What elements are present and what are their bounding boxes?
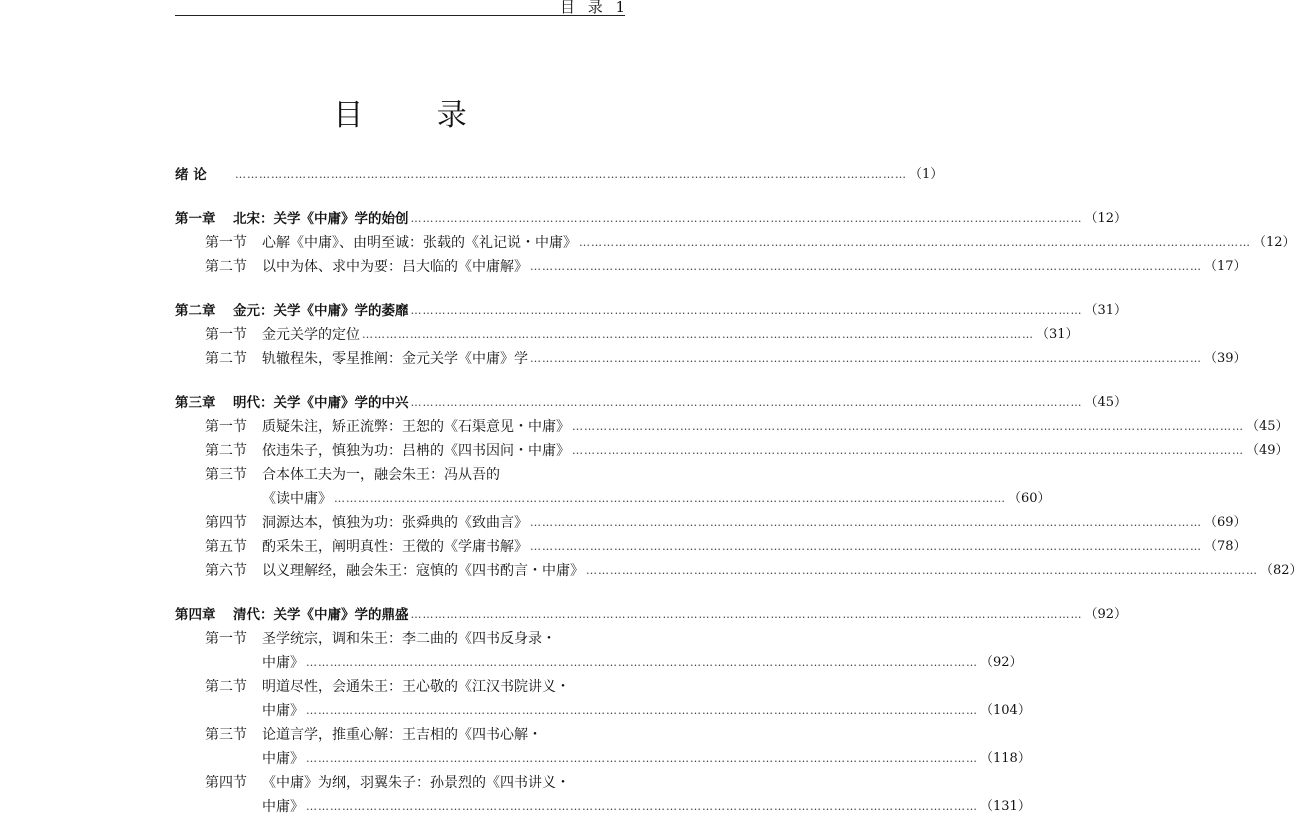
toc-section-entry[interactable] (175, 724, 625, 746)
toc-page-number: （39） (1204, 351, 1247, 366)
toc-page-number: （92） (980, 655, 1023, 670)
toc-entry-label: 第四节 (205, 775, 247, 791)
toc-page-number: （1） (909, 167, 944, 182)
toc-continuation-line[interactable] (175, 796, 1031, 818)
toc-entry-label: 绪 论 (175, 167, 207, 183)
toc-entry-label: 第二节 (205, 259, 247, 275)
toc-page-number: （31） (1036, 327, 1079, 342)
toc-entry-title: 合本体工夫为一，融会朱王：冯从吾的 (262, 467, 500, 483)
dot-leader (411, 300, 1083, 322)
toc-page-number: （82） (1260, 563, 1303, 578)
toc-entry-label: 第一节 (205, 419, 247, 435)
toc-page-number: （45） (1084, 395, 1128, 410)
dot-leader (530, 256, 1202, 278)
toc-entry-title: 金元关学的定位 (262, 327, 360, 343)
toc-continuation-line[interactable] (175, 652, 1023, 674)
toc-entry-title: 明代：关学《中庸》学的中兴 (233, 395, 409, 411)
toc-entry-label: 第一节 (205, 631, 247, 647)
dot-leader (411, 208, 1083, 230)
toc-entry-label: 第四章 (175, 607, 216, 623)
toc-section-entry[interactable] (175, 676, 625, 698)
toc-section-entry[interactable] (175, 464, 625, 486)
toc-section-entry[interactable] (175, 232, 1296, 254)
toc-page-number: （118） (980, 751, 1031, 766)
toc-entry-title: 北宋：关学《中庸》学的始创 (233, 211, 409, 227)
toc-entry-title: 《读中庸》 (262, 491, 332, 507)
toc-entry-title: 酌采朱王，阐明真性：王徵的《学庸书解》 (262, 539, 528, 555)
toc-chapter-entry[interactable] (175, 392, 1128, 414)
toc-chapter-entry[interactable] (175, 604, 1128, 626)
toc-entry-title: 中庸》 (262, 703, 304, 719)
toc-chapter-entry[interactable] (175, 208, 1128, 230)
toc-entry-label: 第三章 (175, 395, 216, 411)
toc-section-entry[interactable] (175, 324, 1079, 346)
dot-leader (572, 416, 1244, 438)
toc-page-number: （45） (1246, 419, 1289, 434)
toc-entry-title: 质疑朱注，矫正流弊：王恕的《石渠意见・中庸》 (262, 419, 570, 435)
toc-entry-title: 明道尽性，会通朱王：王心敬的《江汉书院讲义・ (262, 679, 570, 695)
toc-section-entry[interactable] (175, 536, 1247, 558)
toc-entry-title: 金元：关学《中庸》学的萎靡 (233, 303, 409, 319)
dot-leader (530, 536, 1202, 558)
toc-entry-title: 以义理解经，融会朱王：寇慎的《四书酌言・中庸》 (262, 563, 584, 579)
toc-continuation-line[interactable] (175, 700, 1031, 722)
toc-page-number: （92） (1084, 607, 1128, 622)
dot-leader (334, 488, 1006, 510)
toc-entry-label: 第四节 (205, 515, 247, 531)
dot-leader (411, 392, 1083, 414)
dot-leader (572, 440, 1244, 462)
toc-section-entry[interactable] (175, 512, 1247, 534)
dot-leader (411, 604, 1083, 626)
toc-entry-label: 第一节 (205, 327, 247, 343)
toc-section-entry[interactable] (175, 772, 625, 794)
toc-entry-label: 第一节 (205, 235, 247, 251)
toc-entry-title: 清代：关学《中庸》学的鼎盛 (233, 607, 409, 623)
toc-section-entry[interactable] (175, 560, 1303, 582)
toc-entry-label: 第二节 (205, 443, 247, 459)
toc-entry-title: 洞源达本，慎独为功：张舜典的《致曲言》 (262, 515, 528, 531)
toc-entry-label: 第六节 (205, 563, 247, 579)
toc-entry-title: 《中庸》为纲，羽翼朱子：孙景烈的《四书讲义・ (262, 775, 570, 791)
toc-page-number: （31） (1084, 303, 1128, 318)
page-title: 目 录 (333, 98, 499, 133)
toc-continuation-line[interactable] (175, 748, 1031, 770)
toc-entry-title: 以中为体、求中为要：吕大临的《中庸解》 (262, 259, 528, 275)
toc-section-entry[interactable] (175, 256, 1247, 278)
dot-leader (362, 324, 1034, 346)
toc-entry-title: 中庸》 (262, 751, 304, 767)
dot-leader (306, 748, 978, 770)
dot-leader (306, 652, 978, 674)
toc-entry-label: 第二节 (205, 351, 247, 367)
toc-entry-label: 第三节 (205, 467, 247, 483)
toc-page-number: （104） (980, 703, 1031, 718)
toc-entry-label: 第三节 (205, 727, 247, 743)
toc-page-number: （69） (1204, 515, 1247, 530)
toc-page-number: （78） (1204, 539, 1247, 554)
toc-page-number: （49） (1246, 443, 1289, 458)
toc-entry-title: 中庸》 (262, 799, 304, 815)
toc-section-entry[interactable] (175, 348, 1247, 370)
toc-page-number: （17） (1204, 259, 1247, 274)
toc-entry-label: 第一章 (175, 211, 216, 227)
toc-chapter-entry[interactable] (175, 164, 944, 186)
toc-entry-title: 轨辙程朱，零星推阐：金元关学《中庸》学 (262, 351, 528, 367)
dot-leader (530, 512, 1202, 534)
toc-entry-title: 依违朱子，慎独为功：吕柟的《四书因问・中庸》 (262, 443, 570, 459)
running-head: 目 录 1 (560, 0, 630, 16)
toc-section-entry[interactable] (175, 416, 1289, 438)
toc-entry-title: 心解《中庸》、由明至诚：张载的《礼记说・中庸》 (262, 235, 577, 251)
dot-leader (306, 700, 978, 722)
toc-page-number: （131） (980, 799, 1031, 814)
toc-section-entry[interactable] (175, 440, 1289, 462)
toc-entry-title: 论道言学，推重心解：王吉相的《四书心解・ (262, 727, 542, 743)
toc-entry-label: 第二章 (175, 303, 216, 319)
toc-entry-label: 第五节 (205, 539, 247, 555)
toc-page-number: （60） (1008, 491, 1051, 506)
toc-entry-title: 圣学统宗，调和朱王：李二曲的《四书反身录・ (262, 631, 556, 647)
dot-leader (306, 796, 978, 818)
dot-leader (235, 164, 907, 186)
toc-page-number: （12） (1084, 211, 1128, 226)
dot-leader (579, 232, 1251, 254)
toc-entry-label: 第二节 (205, 679, 247, 695)
toc-chapter-entry[interactable] (175, 300, 1128, 322)
toc-entry-title: 中庸》 (262, 655, 304, 671)
dot-leader (530, 348, 1202, 370)
dot-leader (586, 560, 1258, 582)
toc-continuation-line[interactable] (175, 488, 1051, 510)
header-rule (175, 15, 625, 16)
toc-page-number: （12） (1253, 235, 1296, 250)
toc-section-entry[interactable] (175, 628, 625, 650)
